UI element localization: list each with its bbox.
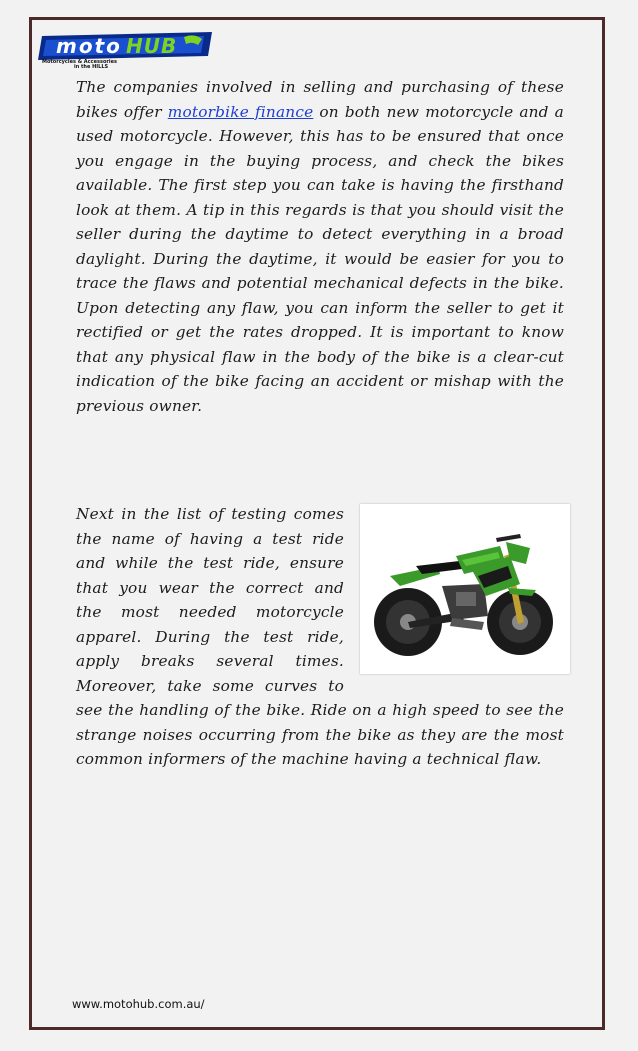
article-paragraph-2 xyxy=(76,502,564,772)
article-paragraph-1 xyxy=(76,75,564,418)
svg-text:in the HILLS: in the HILLS xyxy=(74,64,109,70)
paragraph-1-intro: The companies involved in selling and purchasing of these bikes offer xyxy=(76,78,564,121)
svg-text:Motorcycles & Accessories: Motorcycles & Accessories xyxy=(42,59,117,65)
motorcycle-image xyxy=(360,504,570,674)
paragraph-2-text: Next in the list of testing comes the name of having a test ride and while the test ride, ensure that you wear the correct and the most needed motorcycle apparel. During the test ride, apply breaks several times. Moreover, take some curves to see the handling of the bike. Ride on a high speed to see the strange noises occurring from the bike as they are the most common informers of the machine having a technical flaw. xyxy=(76,505,564,768)
svg-text:HUB: HUB xyxy=(126,34,178,58)
motohub-logo xyxy=(34,26,220,70)
svg-text:moto: moto xyxy=(56,34,122,58)
footer-url[interactable]: www.motohub.com.au/ xyxy=(72,997,205,1011)
motorbike-finance-link[interactable]: motorbike finance xyxy=(167,102,314,121)
paragraph-1-body: on both new motorcycle and a used motorcycle. However, this has to be ensured that once you engage in the buying process, and check the bikes available. The first step you can take is having the firsthand look at them. A tip in this regards is that you should visit the seller during the daytime to detect everything in a broad daylight. During the daytime, it would be easier for you to trace the flaws and potential mechanical defects in the bike. Upon detecting any flaw, you can inform the seller to get it rectified or get the rates dropped. It is important to know that any physical flaw in the body of the bike is a clear-cut indication of the bike facing an accident or mishap with the previous owner. xyxy=(76,102,564,415)
